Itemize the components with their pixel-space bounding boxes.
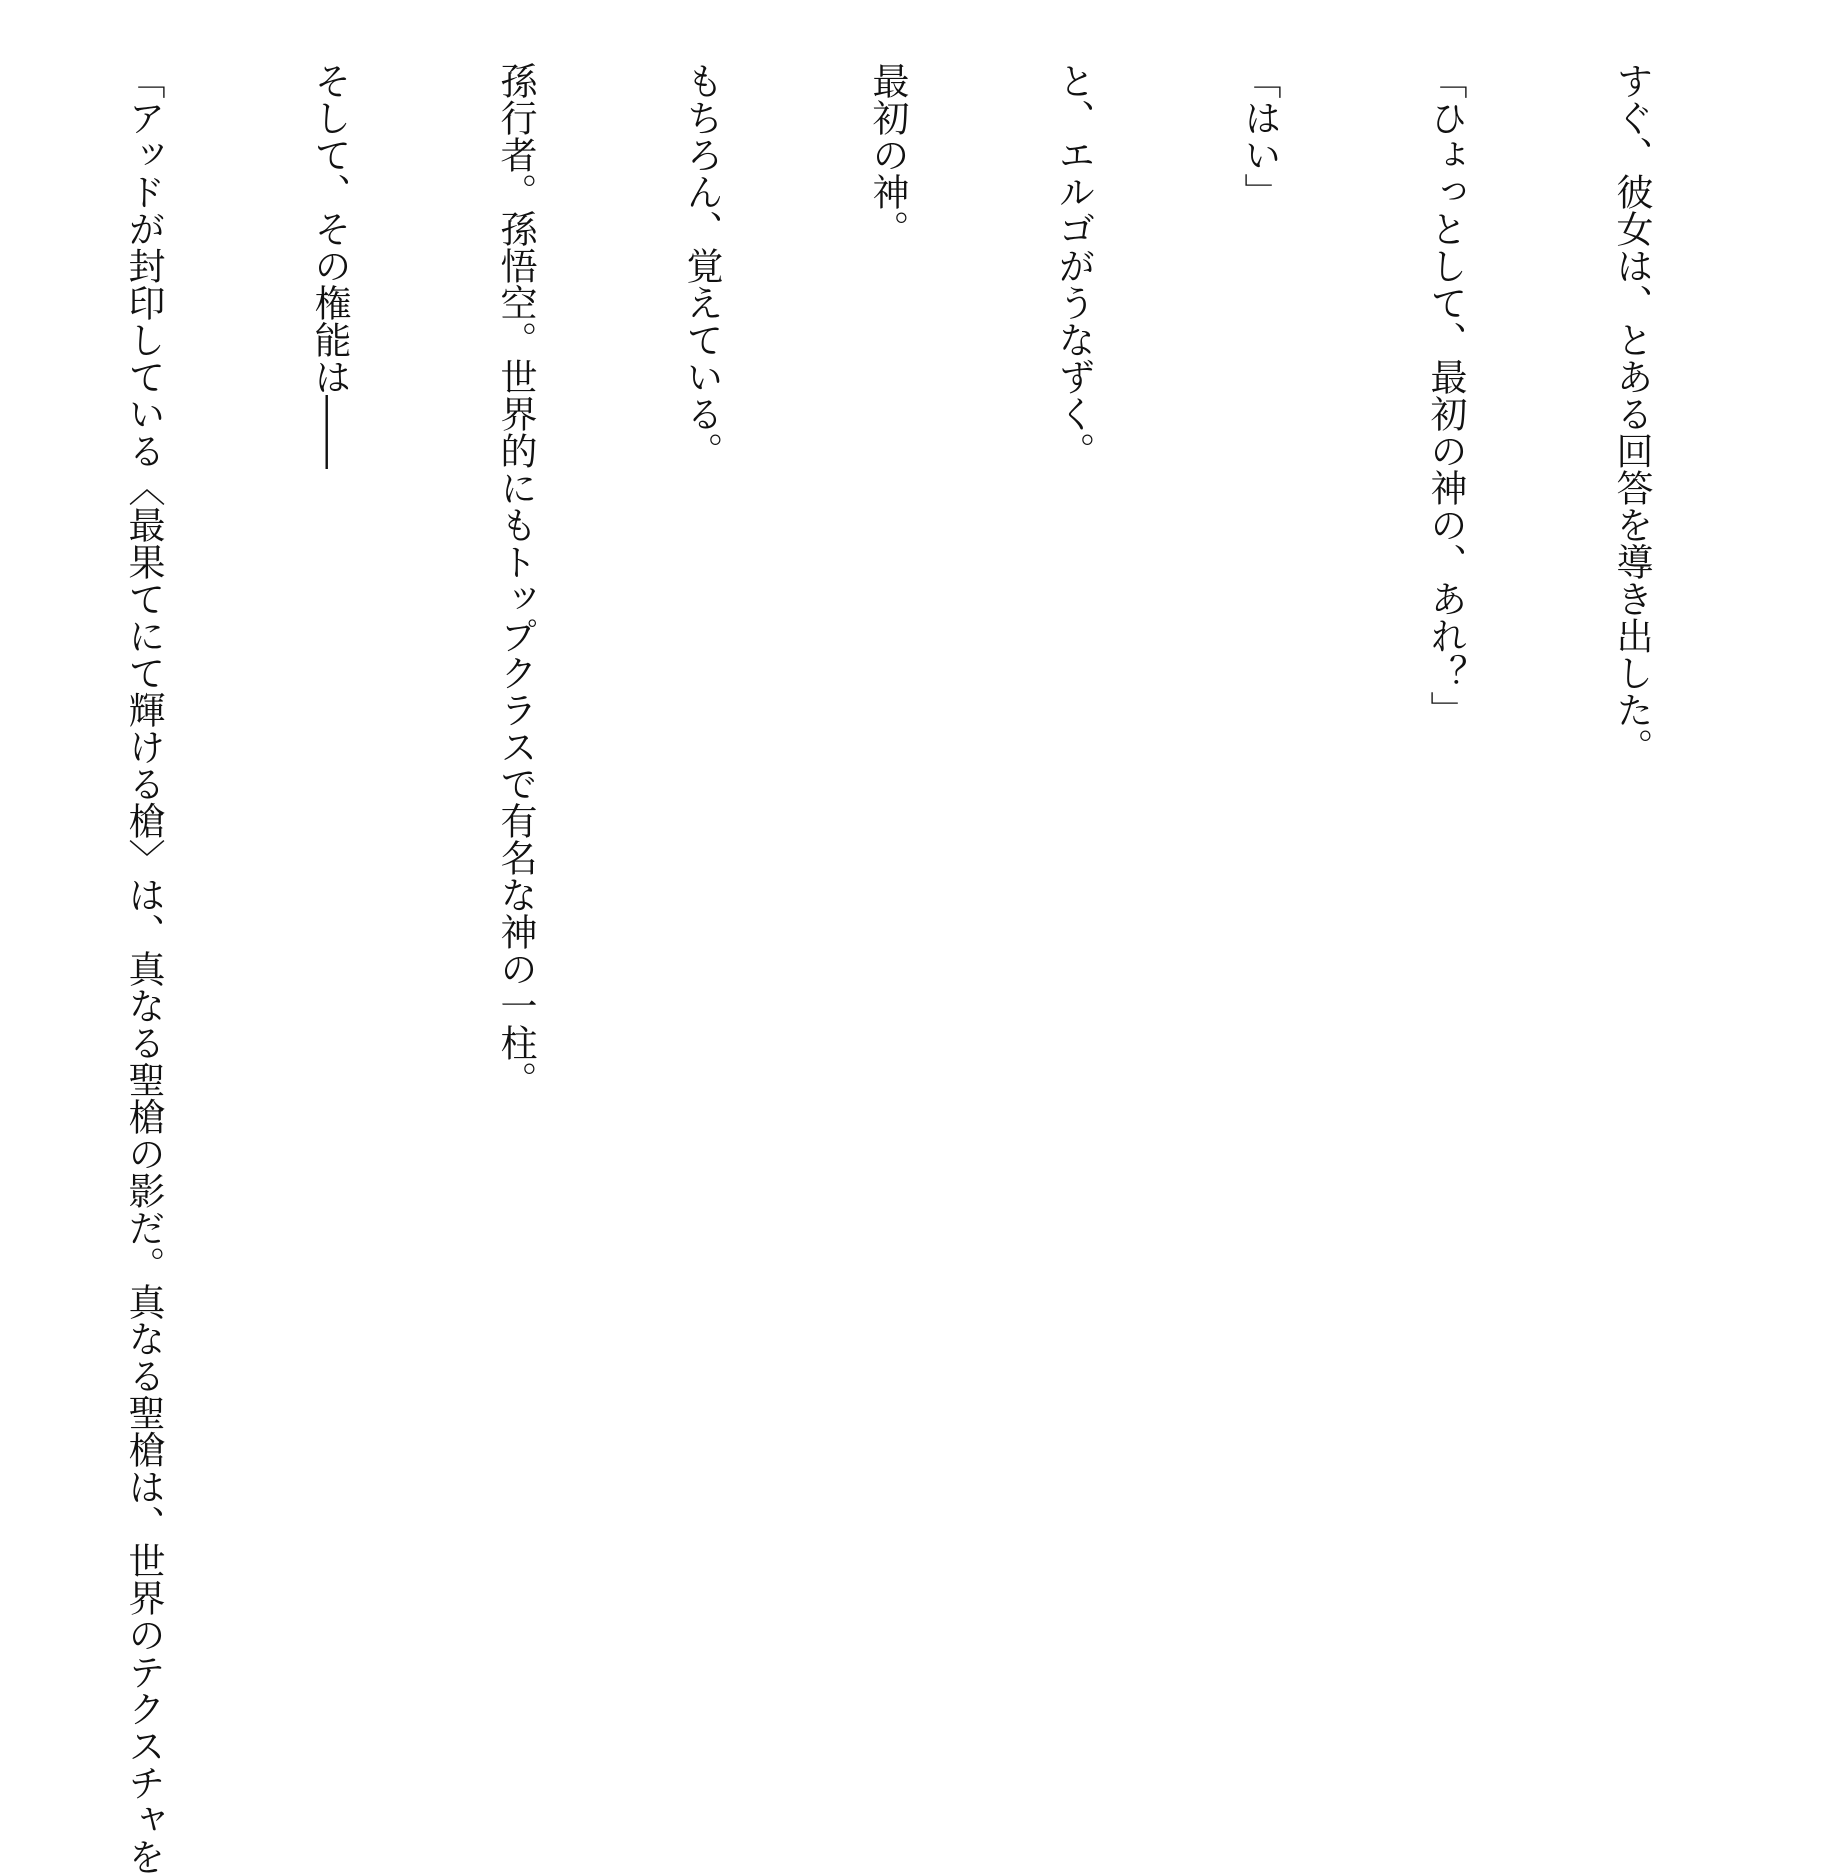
text-line: 「アッドが封印している〈最果てにて輝ける槍〉は、真なる聖槍の影だ。真なる聖槍は、世界のテクスチャを	[122, 62, 165, 1875]
text-line: 最初の神。	[866, 62, 909, 247]
text-line: 「はい」	[1238, 62, 1281, 210]
text-line: もちろん、覚えている。	[680, 62, 723, 469]
text-line: そして、その権能は――	[308, 62, 351, 469]
text-line: 「ひょっとして、最初の神の、あれ？」	[1424, 62, 1467, 728]
text-line: すぐ、彼女は、とある回答を導き出した。	[1610, 62, 1653, 765]
text-line: 孫行者。孫悟空。世界的にもトップクラスで有名な神の一柱。	[494, 62, 537, 1098]
text-line: と、エルゴがうなずく。	[1052, 62, 1095, 469]
vertical-text-body	[0, 62, 1786, 1875]
